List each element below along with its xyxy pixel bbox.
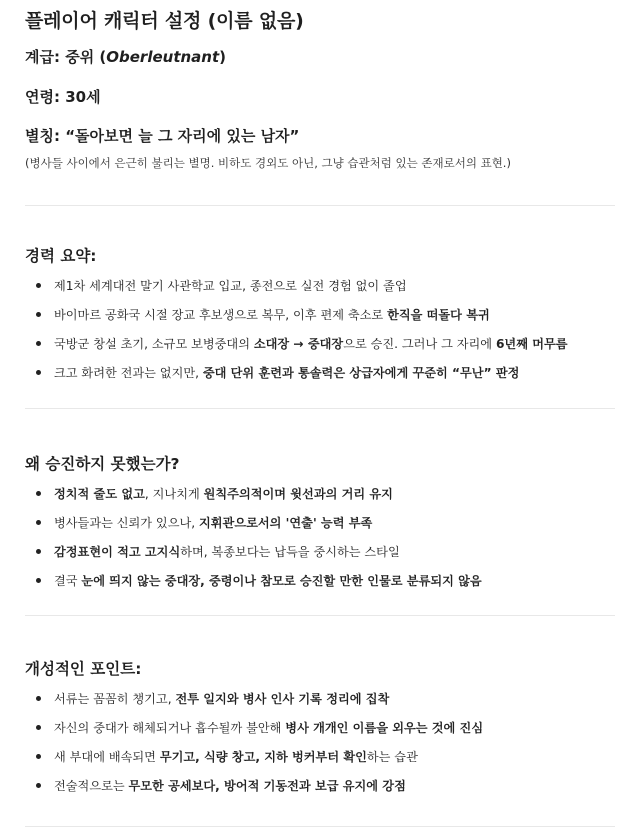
- list-item: [0, 514, 640, 543]
- section-title-career: 경력 요약:: [25, 247, 97, 265]
- nickname-label: 별칭:: [25, 127, 66, 145]
- item-emphasis: 중대 단위 훈련과 통솔력은 상급자에게 꾸준히 “무난” 판정: [202, 366, 520, 380]
- item-emphasis: 무기고, 식량 창고, 지하 벙커부터 확인: [159, 750, 367, 764]
- nickname-field: [25, 125, 299, 146]
- item-emphasis: 전투 일지와 병사 인사 기록 정리에 집착: [175, 692, 390, 706]
- bullet-icon: [36, 783, 41, 788]
- item-text: 병사들과는 신뢰가 있으나,: [54, 516, 200, 530]
- nickname-note: (병사들 사이에서 은근히 불리는 별명. 비하도 경외도 아닌, 그냥 습관처럼 있는 존재로서의 표현.): [25, 156, 511, 170]
- traits-list: [0, 690, 640, 806]
- list-item: [0, 485, 640, 514]
- bullet-icon: [36, 370, 41, 375]
- item-emphasis: 소대장 → 중대장: [253, 337, 344, 351]
- section-title-why: 왜 승진하지 못했는가?: [25, 455, 180, 473]
- rank-label: 계급:: [25, 48, 66, 66]
- list-item: [0, 364, 640, 393]
- item-emphasis: 감정표현이 적고 고지식: [54, 545, 181, 559]
- list-item: [0, 306, 640, 335]
- item-emphasis: 병사 개개인 이름을 외우는 것에 진심: [285, 721, 484, 735]
- list-item: [0, 748, 640, 777]
- career-list: [0, 277, 640, 393]
- item-text: 제1차 세계대전 말기 사관학교 입교, 종전으로 실전 경험 없이 졸업: [54, 279, 407, 293]
- bullet-icon: [36, 578, 41, 583]
- item-emphasis: 한직을 떠돌다 복귀: [387, 308, 490, 322]
- item-emphasis: 정치적 줄도 없고: [54, 487, 145, 501]
- age-value: 30세: [65, 88, 101, 106]
- list-item: [0, 777, 640, 806]
- divider: [25, 826, 615, 827]
- why-list: [0, 485, 640, 601]
- bullet-icon: [36, 312, 41, 317]
- item-text: 자신의 중대가 해체되거나 흡수될까 불안해: [54, 721, 286, 735]
- divider: [25, 408, 615, 409]
- section-title-traits: 개성적인 포인트:: [25, 660, 142, 678]
- item-emphasis: 6년째 머무름: [495, 337, 568, 351]
- bullet-icon: [36, 725, 41, 730]
- age-field: [25, 86, 101, 107]
- age-label: 연령:: [25, 88, 66, 106]
- item-text: 바이마르 공화국 시절 장교 후보생으로 복무, 이후 편제 축소로: [54, 308, 388, 322]
- item-emphasis: 눈에 띄지 않는 중대장, 중령이나 참모로 승진할 만한 인물로 분류되지 않음: [81, 574, 482, 588]
- item-text: , 지나치게: [144, 487, 204, 501]
- bullet-icon: [36, 283, 41, 288]
- item-text: 결국: [54, 574, 82, 588]
- item-emphasis: 무모한 공세보다, 방어적 기동전과 보급 유지에 강점: [128, 779, 406, 793]
- bullet-icon: [36, 520, 41, 525]
- rank-close: ): [219, 48, 226, 66]
- item-text: 전술적으로는: [54, 779, 129, 793]
- item-text: 서류는 꼼꼼히 챙기고,: [54, 692, 176, 706]
- bullet-icon: [36, 491, 41, 496]
- item-text: 크고 화려한 전과는 없지만,: [54, 366, 203, 380]
- item-text: 하는 습관: [366, 750, 418, 764]
- item-emphasis: 원칙주의적이며 윗선과의 거리 유지: [203, 487, 393, 501]
- list-item: [0, 690, 640, 719]
- rank-value-german: Oberleutnant: [106, 48, 220, 66]
- bullet-icon: [36, 549, 41, 554]
- list-item: [0, 335, 640, 364]
- item-text: 새 부대에 배속되면: [54, 750, 160, 764]
- rank-value: 중위 (: [65, 48, 107, 66]
- item-text: 으로 승진. 그러나 그 자리에: [343, 337, 496, 351]
- item-text: 국방군 창설 초기, 소규모 보병중대의: [54, 337, 254, 351]
- item-emphasis: 지휘관으로서의 '연출' 능력 부족: [199, 516, 373, 530]
- bullet-icon: [36, 696, 41, 701]
- page-title: 플레이어 캐릭터 설정 (이름 없음): [25, 10, 304, 32]
- rank-field: [25, 46, 226, 67]
- list-item: [0, 572, 640, 601]
- list-item: [0, 277, 640, 306]
- nickname-value: “돌아보면 늘 그 자리에 있는 남자”: [65, 127, 300, 145]
- list-item: [0, 543, 640, 572]
- bullet-icon: [36, 754, 41, 759]
- list-item: [0, 719, 640, 748]
- divider: [25, 615, 615, 616]
- divider: [25, 205, 615, 206]
- item-text: 하며, 복종보다는 납득을 중시하는 스타일: [180, 545, 400, 559]
- bullet-icon: [36, 341, 41, 346]
